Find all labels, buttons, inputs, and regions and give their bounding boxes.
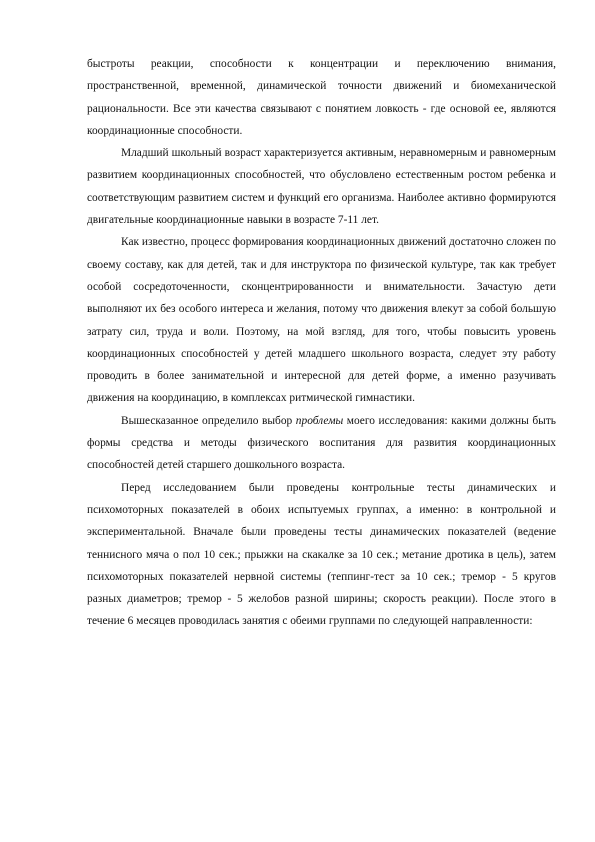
paragraph-4-lead: Вышесказанное определило выбор: [121, 414, 296, 427]
paragraph-5: Перед исследованием были проведены контрольные тесты динамических и психомоторных показателей в обоих испытуемых группах, а именно: в контрольной и экспериментальной. Вначале были проведены тесты динамических показателей (ведение теннисного мяча о пол 10 сек.; прыжки на скакалке за 10 сек.; метание дротика в цель), затем психомоторных показателей нервной системы (теппинг-тест за 10 сек.; тремор - 5 кругов разных диаметров; тремор - 5 желобов разной ширины; скорость реакции). После этого в течение 6 месяцев проводилась занятия с обеими группами по следующей направленности:: [87, 481, 556, 628]
paragraph-4-emphasis: проблемы: [295, 414, 344, 427]
paragraph-4-rest: моего исследования: какими должны быть формы средства и методы физического воспитания для развития координационных способностей детей старшего дошкольного возраста.: [87, 414, 556, 472]
paragraph-2: Младший школьный возраст характеризуется активным, неравномерным и равномерным развитием координационных способностей, что обусловлено естественным ростом ребенка и соответствующим развитием систем и функций его организма. Наиболее активно формируются двигательные координационные навыки в возрасте 7-11 лет.: [87, 147, 556, 227]
document-body: [87, 53, 556, 633]
paragraph-1: быстроты реакции, способности к концентрации и переключению внимания, пространственной, временной, динамической точности движений и биомеханической рациональности. Все эти качества связывают с понятием ловкость - где основой ее, являются координационные способности.: [87, 58, 556, 137]
paragraph-3: Как известно, процесс формирования координационных движений достаточно сложен по своему составу, как для детей, так и для инструктора по физической культуре, так как требует особой сосредоточенности, сконцентрированности и внимательности. Зачастую дети выполняют их без особого интереса и желания, потому что движения влекут за собой большую затрату сил, труда и воли. Поэтому, на мой взгляд, для того, чтобы повысить уровень координационных способностей у детей младшего школьного возраста, следует эту работу проводить в более занимательной и интересной для детей форме, а именно разучивать движения на координацию, в комплексах ритмической гимнастики.: [87, 236, 556, 405]
paragraph-4: [87, 410, 556, 477]
